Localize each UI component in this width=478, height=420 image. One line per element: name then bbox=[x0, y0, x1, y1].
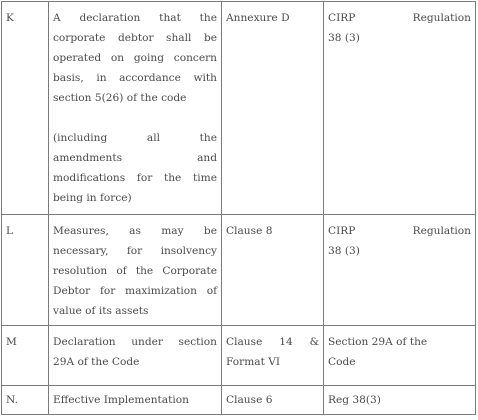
description-cell bbox=[49, 2, 222, 215]
description-line: Effective Implementation bbox=[53, 394, 189, 406]
reference-line: Clause 14 & bbox=[226, 336, 319, 348]
reference-cell bbox=[222, 326, 324, 386]
description-line: A declaration that the bbox=[53, 12, 217, 24]
regulation-line: 38 (3) bbox=[328, 245, 360, 257]
description-line: 29A of the Code bbox=[53, 356, 140, 368]
description-cell bbox=[49, 326, 222, 386]
table-row bbox=[2, 386, 476, 415]
row-id: K bbox=[6, 12, 14, 24]
reference-line: Clause 8 bbox=[226, 225, 273, 237]
regulation-line: Section 29A of the bbox=[328, 336, 428, 348]
description-cell bbox=[49, 386, 222, 415]
regulation-cell bbox=[324, 2, 476, 215]
regulation-cell bbox=[324, 326, 476, 386]
regulation-line: Reg 38(3) bbox=[328, 394, 381, 406]
row-id-cell bbox=[2, 326, 49, 386]
row-id: N. bbox=[6, 394, 18, 406]
note-line: modifications for the time bbox=[53, 172, 217, 184]
regulation-line: Code bbox=[328, 356, 356, 368]
description-line: Measures, as may be bbox=[53, 225, 217, 237]
row-id-cell bbox=[2, 215, 49, 326]
table-row bbox=[2, 215, 476, 326]
reference-line: Clause 6 bbox=[226, 394, 273, 406]
note-line: being in force) bbox=[53, 192, 132, 204]
description-line: operated on going concern bbox=[53, 52, 217, 64]
reference-line: Format VI bbox=[226, 356, 281, 368]
description-line: corporate debtor shall be bbox=[53, 32, 217, 44]
description-line: necessary, for insolvency bbox=[53, 245, 217, 257]
row-id-cell bbox=[2, 386, 49, 415]
regulation-line: 38 (3) bbox=[328, 32, 360, 44]
regulation-line: CIRP Regulation bbox=[328, 225, 471, 237]
description-line: value of its assets bbox=[53, 305, 149, 317]
row-id: M bbox=[6, 336, 17, 348]
reference-cell bbox=[222, 2, 324, 215]
description-line: resolution of the Corporate bbox=[53, 265, 217, 277]
row-id: L bbox=[6, 225, 14, 237]
reference-cell bbox=[222, 386, 324, 415]
regulation-line: CIRP Regulation bbox=[328, 12, 471, 24]
description-line: section 5(26) of the code bbox=[53, 92, 187, 104]
row-id-cell bbox=[2, 2, 49, 215]
compliance-table bbox=[1, 1, 476, 415]
note-line: amendments and bbox=[53, 152, 217, 164]
description-cell bbox=[49, 215, 222, 326]
note-line: (including all the bbox=[53, 132, 217, 144]
description-line: Declaration under section bbox=[53, 336, 217, 348]
regulation-cell bbox=[324, 215, 476, 326]
description-line: Debtor for maximization of bbox=[53, 285, 217, 297]
paragraph-gap bbox=[53, 108, 217, 128]
regulation-cell bbox=[324, 386, 476, 415]
reference-cell bbox=[222, 215, 324, 326]
reference-line: Annexure D bbox=[226, 12, 290, 24]
table-row bbox=[2, 326, 476, 386]
table-row bbox=[2, 2, 476, 215]
description-line: basis, in accordance with bbox=[53, 72, 217, 84]
